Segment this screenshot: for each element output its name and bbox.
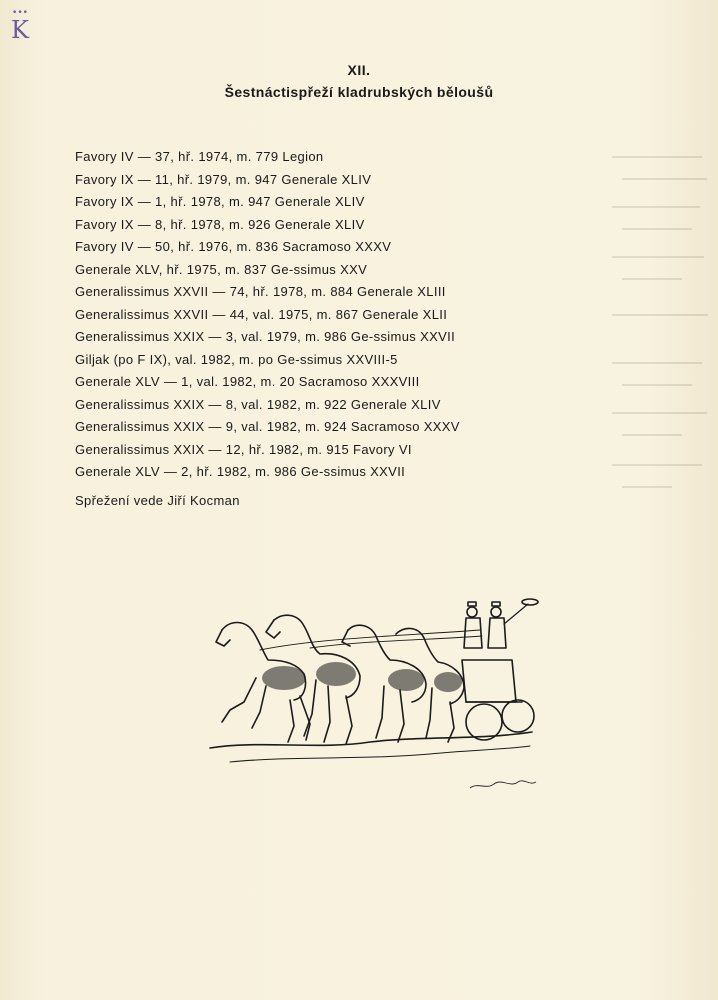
list-item: Generalissimus XXIX — 8, val. 1982, m. 922 Generale XLIV xyxy=(75,396,441,412)
list-item: Generale XLV — 2, hř. 1982, m. 986 Ge-ssimus XXVII xyxy=(75,464,406,479)
section-number: XII. xyxy=(347,62,371,78)
publisher-logo xyxy=(8,8,32,48)
list-item: Favory IV — 37, hř. 1974, m. 779 Legion xyxy=(75,149,324,164)
list-item: Generalissimus XXVII — 74, hř. 1978, m. 884 Generale XLIII xyxy=(75,284,446,299)
list-item: Generale XLV, hř. 1975, m. 837 Ge-ssimus XXV xyxy=(75,261,368,277)
list-item: Generalissimus XXVII — 44, val. 1975, m. 867 Generale XLII xyxy=(75,306,448,322)
list-item: Favory IX — 8, hř. 1978, m. 926 Generale XLIV xyxy=(75,216,365,232)
bleed-through-marks xyxy=(612,145,712,525)
horse-list xyxy=(75,146,460,484)
list-item: Generalissimus XXIX — 9, val. 1982, m. 924 Sacramoso XXXV xyxy=(75,419,460,434)
section-title: Šestnáctispřeží kladrubských běloušů xyxy=(224,84,494,100)
logo-dots: ••• xyxy=(12,8,28,18)
list-item: Generalissimus XXIX — 12, hř. 1982, m. 915 Favory VI xyxy=(75,441,412,457)
list-item: Generale XLV — 1, val. 1982, m. 20 Sacramoso XXXVIII xyxy=(75,374,420,389)
carriage-illustration xyxy=(200,590,540,805)
list-item: Giljak (po F IX), val. 1982, m. po Ge-ssimus XXVIII-5 xyxy=(75,351,398,367)
list-item: Favory IV — 50, hř. 1976, m. 836 Sacramoso XXXV xyxy=(75,239,392,254)
list-item: Favory IX — 1, hř. 1978, m. 947 Generale XLIV xyxy=(75,194,365,209)
logo-letter: K xyxy=(11,16,29,44)
list-item: Generalissimus XXIX — 3, val. 1979, m. 986 Ge-ssimus XXVII xyxy=(75,329,456,344)
driver-note: Spřežení vede Jiří Kocman xyxy=(75,493,240,508)
list-item: Favory IX — 11, hř. 1979, m. 947 Generale XLIV xyxy=(75,171,372,187)
